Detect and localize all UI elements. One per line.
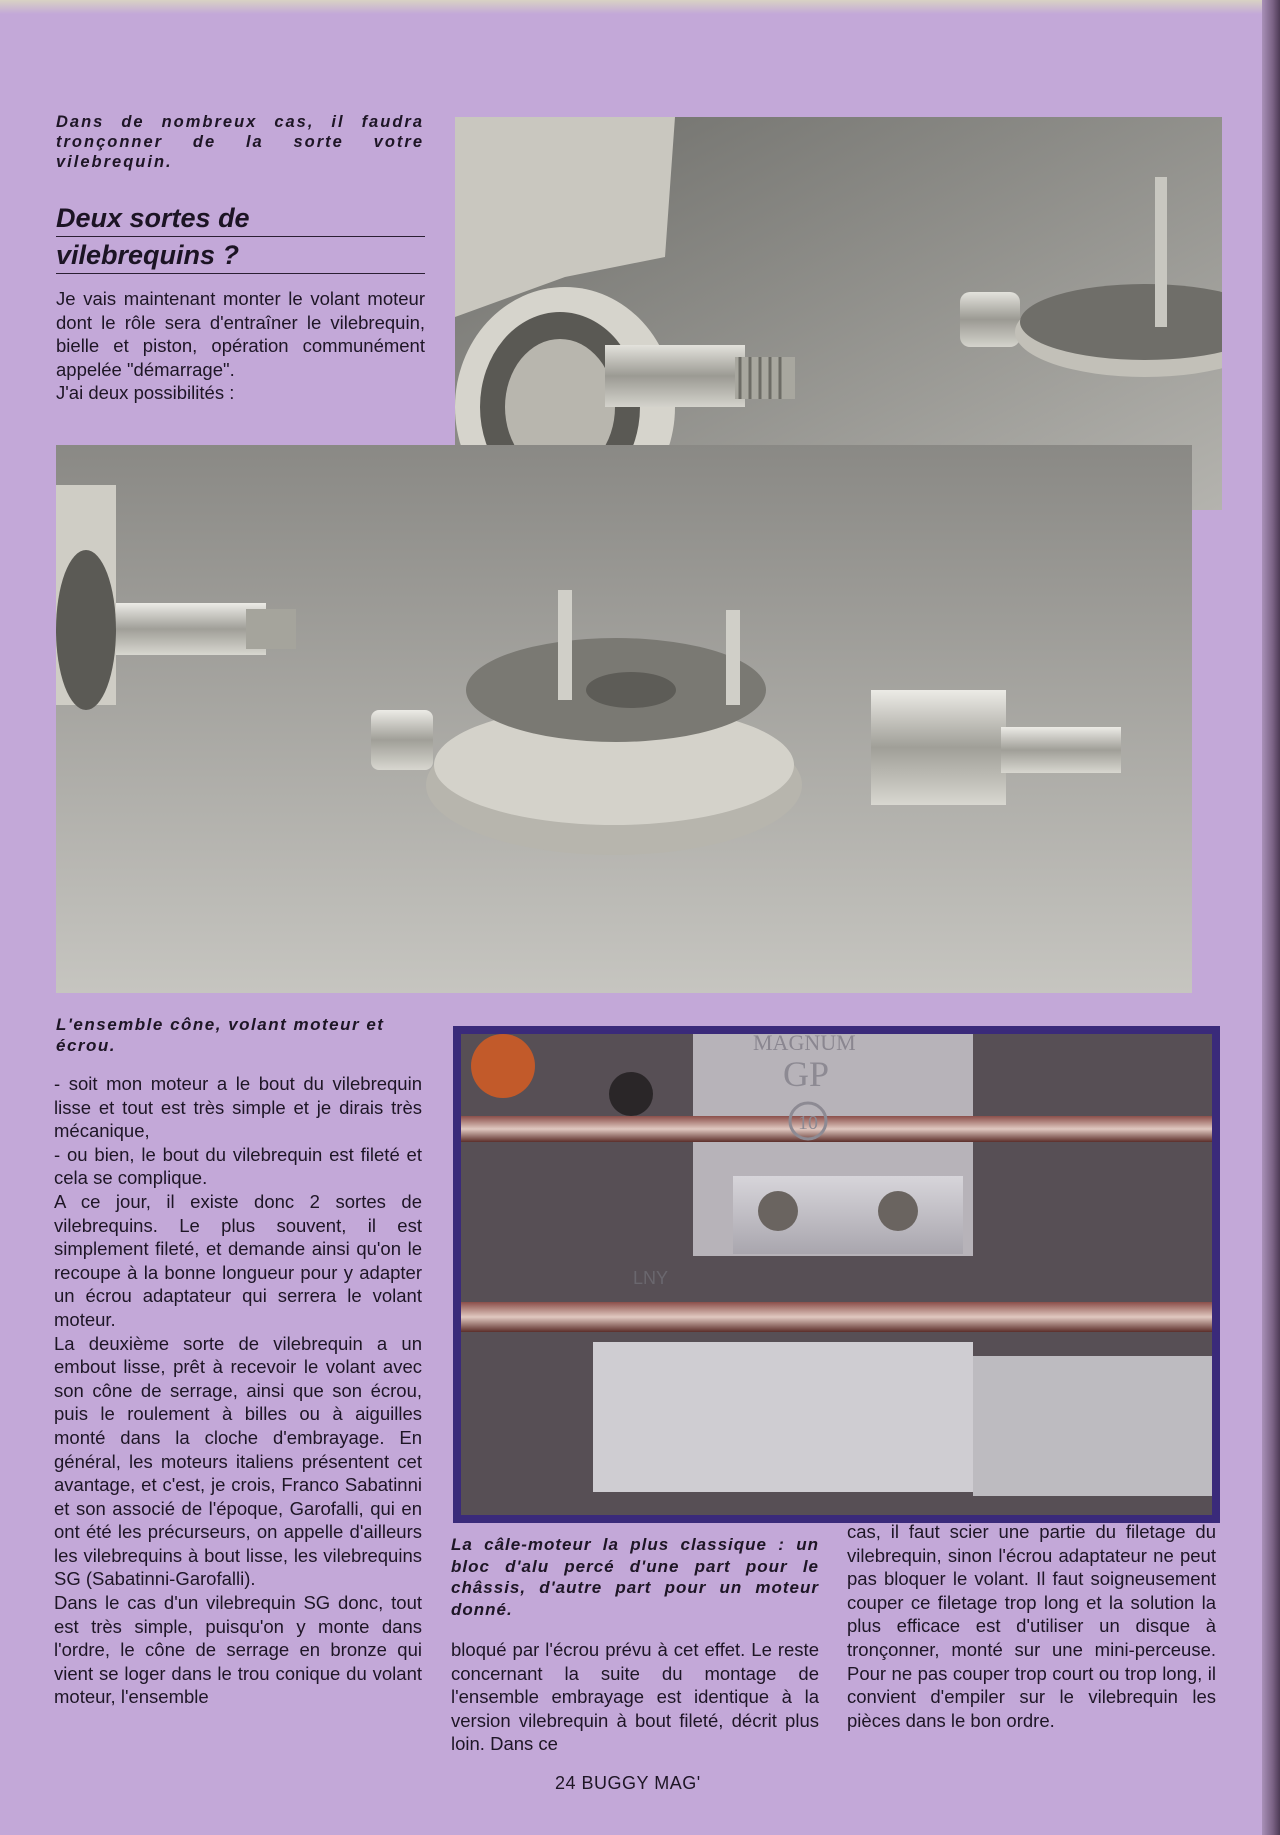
paragraph-sg-crankshaft: La deuxième sorte de vilebrequin a un embout lisse, prêt à recevoir le volant avec son cône de serrage, ainsi que son écrou, puis le roulement à billes ou à aiguilles monté dans la cloche d'embrayage. En général, les moteurs italiens présentent cet avantage, et c'est, je crois, Franco Sabatinni et son associé de l'époque, Garofalli, qui en ont été les précurseurs, on appelle d'ailleurs les vilebrequins à bout lisse, les vilebrequins SG (Sabatinni-Garofalli). [54,1332,422,1590]
column-right: cas, il faut scier une partie du filetage du vilebrequin, sinon l'écrou adaptateur ne peut pas bloquer le volant. Il faut soigneusement couper ce filetage trop long et la solution la plus efficace est d'utiliser un disque à tronçonner, monté sur une mini-perceuse. Pour ne pas couper trop court ou trop long, il convient d'empiler sur le vilebrequin les pièces dans le bon ordre. [847,1521,1216,1731]
engine-gp-marking: GP [783,1054,830,1094]
intro-text [56,287,425,405]
column-left [54,1072,422,1709]
caption-bottom: La câle-moteur la plus classique : un bloc d'alu percé d'une part pour le châssis, d'autre part pour un moteur donné. [451,1535,819,1619]
photo-cone-flywheel-nut [56,445,1192,993]
column-middle: bloqué par l'écrou prévu à cet effet. Le reste concernant la suite du montage de l'ensemble embrayage est identique à la version vilebrequin à bout fileté, décrit plus loin. Dans ce [451,1639,819,1755]
heading-line-2: vilebrequins ? [56,237,425,274]
page-footer [555,1773,701,1794]
page-number: 24 [555,1773,577,1793]
caption-top: Dans de nombreux cas, il faudra tronçonner de la sorte votre vilebrequin. [56,113,424,171]
intro-possibilities: J'ai deux possibilités : [56,382,235,404]
heading-line-1: Deux sortes de [56,200,425,237]
section-heading [56,200,425,274]
photo-engine-mount [453,1026,1220,1523]
paragraph-two-types: A ce jour, il existe donc 2 sortes de vilebrequins. Le plus souvent, il est simplement fileté, et demande ainsi qu'on le recoupe à la bonne longueur pour y adapter un écrou adaptateur qui serrera le volant moteur. [54,1190,422,1330]
caption-middle: L'ensemble cône, volant moteur et écrou. [56,1015,385,1055]
intro-paragraph: Je vais maintenant monter le volant moteur dont le rôle sera d'entraîner le vilebrequin, bielle et piston, opération communément appelée "démarrage". [56,288,425,380]
engine-size-marking: 10 [798,1112,818,1134]
magazine-name: BUGGY MAG' [581,1773,701,1793]
paragraph-smooth-end: - soit mon moteur a le bout du vilebrequin lisse et tout est très simple et je dirais très mécanique, [54,1073,422,1142]
paragraph-sg-assembly: Dans le cas d'un vilebrequin SG donc, tout est très simple, puisqu'on y monte dans l'ordre, le cône de serrage en bronze qui vient se loger dans le trou conique du volant moteur, l'ensemble [54,1592,422,1708]
page-spine-edge [1262,0,1280,1835]
paragraph-threaded-end: - ou bien, le bout du vilebrequin est fileté et cela se complique. [54,1143,422,1189]
block-marking: LNY [633,1268,669,1288]
engine-brand-marking: MAGNUM [753,1030,856,1055]
